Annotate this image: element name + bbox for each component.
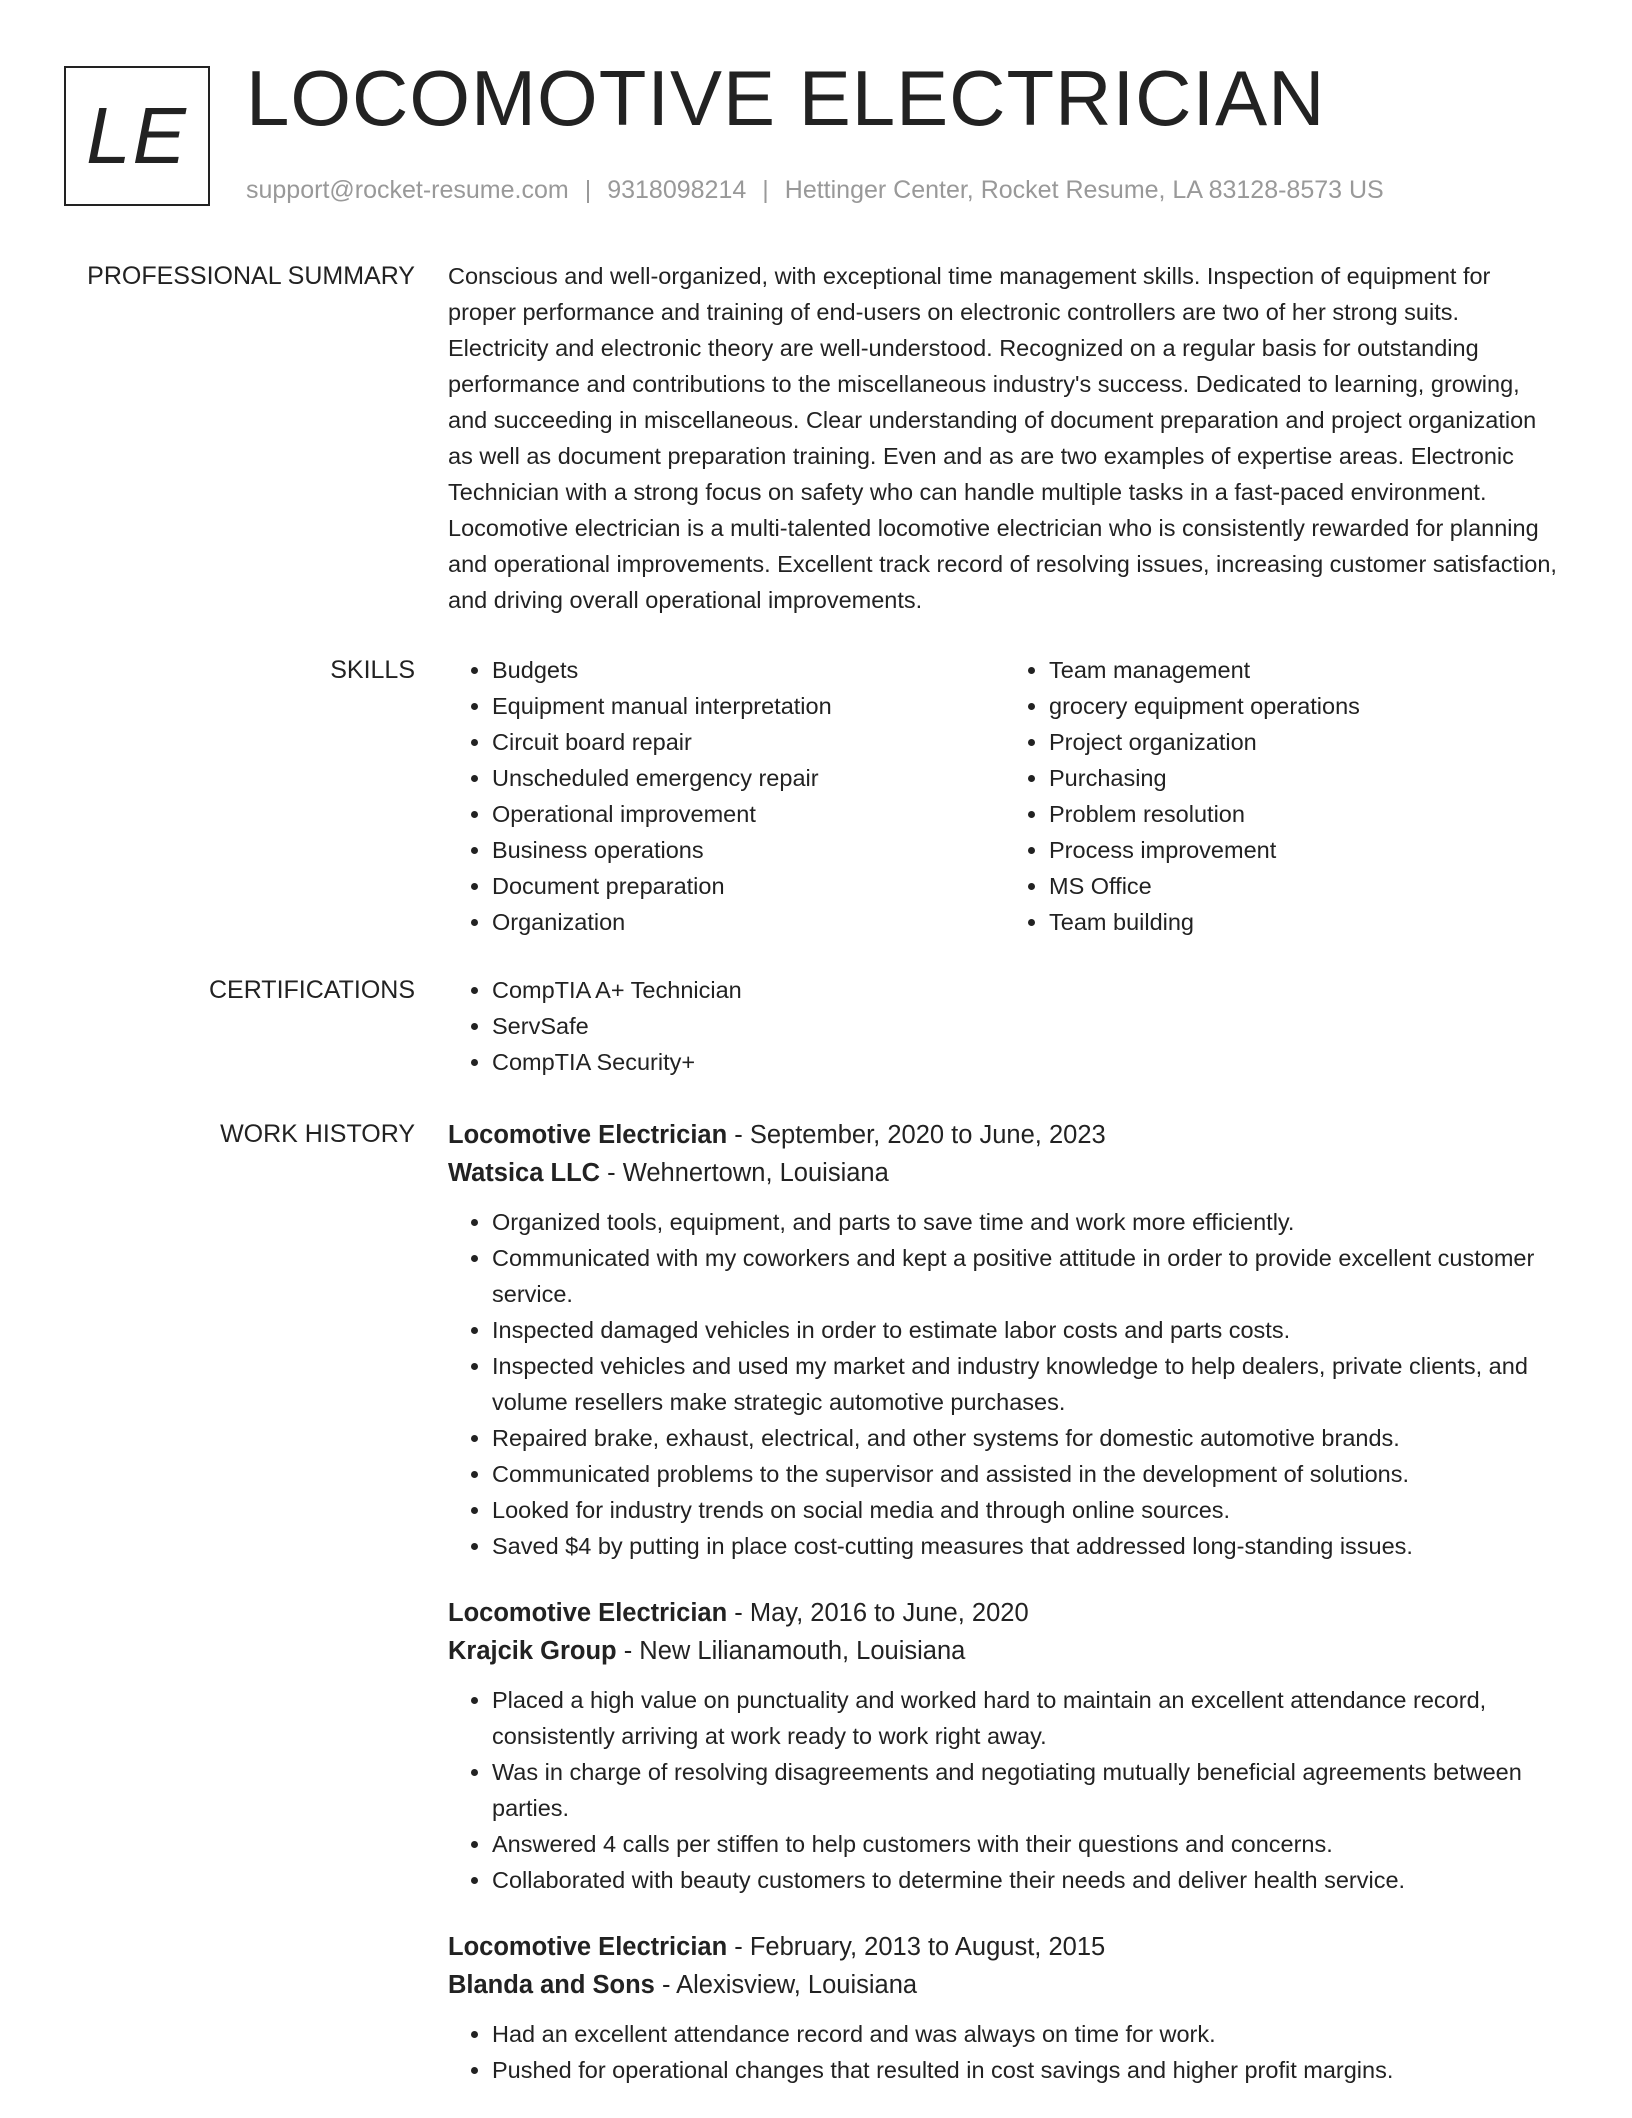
certification-item: • ServSafe bbox=[492, 1008, 1562, 1044]
job-bullet: • Repaired brake, exhaust, electrical, and other systems for domestic automotive brands. bbox=[492, 1420, 1562, 1456]
skill-item: • Team building bbox=[1049, 904, 1562, 940]
skill-item: • Problem resolution bbox=[1049, 796, 1562, 832]
job-bullet: • Communicated problems to the supervisor and assisted in the development of solutions. bbox=[492, 1456, 1562, 1492]
certifications-list bbox=[448, 972, 1562, 1080]
skills-list-left bbox=[448, 652, 1005, 940]
skill-item: • Budgets bbox=[492, 652, 1005, 688]
job-dates: - September, 2020 to June, 2023 bbox=[727, 1121, 1106, 1149]
skill-item: • MS Office bbox=[1049, 868, 1562, 904]
certification-item: • CompTIA Security+ bbox=[492, 1044, 1562, 1080]
job-bullet: • Inspected damaged vehicles in order to estimate labor costs and parts costs. bbox=[492, 1312, 1562, 1348]
skill-item: • Project organization bbox=[1049, 724, 1562, 760]
work-history-body bbox=[448, 1116, 1562, 2118]
job-company: Blanda and Sons bbox=[448, 1971, 655, 1999]
job-title: Locomotive Electrician bbox=[448, 1933, 728, 1961]
job-company-line bbox=[448, 1966, 1562, 2004]
skill-item: • Organization bbox=[492, 904, 1005, 940]
skills-list-right bbox=[1005, 652, 1562, 940]
job-bullets bbox=[448, 1204, 1562, 1564]
job-bullet: • Inspected vehicles and used my market and industry knowledge to help dealers, private clients, and volume resellers make strategic automotive purchases. bbox=[492, 1348, 1562, 1420]
skill-item: • Purchasing bbox=[1049, 760, 1562, 796]
skill-item: • Equipment manual interpretation bbox=[492, 688, 1005, 724]
job-bullet: • Communicated with my coworkers and kept a positive attitude in order to provide excellent customer service. bbox=[492, 1240, 1562, 1312]
certification-item: • CompTIA A+ Technician bbox=[492, 972, 1562, 1008]
skill-item: • Operational improvement bbox=[492, 796, 1005, 832]
job-location: - New Lilianamouth, Louisiana bbox=[616, 1637, 966, 1665]
job-company: Krajcik Group bbox=[448, 1637, 617, 1665]
contact-separator: | bbox=[762, 176, 769, 204]
skill-item: • Unscheduled emergency repair bbox=[492, 760, 1005, 796]
section-label-work-history: WORK HISTORY bbox=[220, 1120, 415, 1148]
job-bullet: • Had an excellent attendance record and was always on time for work. bbox=[492, 2016, 1562, 2052]
job-dates: - May, 2016 to June, 2020 bbox=[727, 1599, 1029, 1627]
job-bullets bbox=[448, 2016, 1562, 2088]
job-location: - Wehnertown, Louisiana bbox=[600, 1159, 889, 1187]
contact-line bbox=[246, 176, 1384, 205]
job-company-line bbox=[448, 1632, 1562, 1670]
job-bullet: • Placed a high value on punctuality and worked hard to maintain an excellent attendance record, consistently arriving at work ready to work right away. bbox=[492, 1682, 1562, 1754]
summary-text: Conscious and well-organized, with exceptional time management skills. Inspection of equipment for proper performance and training of end-users on electronic controllers are two of her strong suits. Electricity and electronic theory are well-understood. Recognized on a regular basis for outstanding performance and contributions to the miscellaneous industry's success. Dedicated to learning, growing, and succeeding in miscellaneous. Clear understanding of document preparation and project organization as well as document preparation training. Even and as are two examples of expertise areas. Electronic Technician with a strong focus on safety who can handle multiple tasks in a fast-paced environment. Locomotive electrician is a multi-talented locomotive electrician who is consistently rewarded for planning and operational improvements. Excellent track record of resolving issues, increasing customer satisfaction, and driving overall operational improvements. bbox=[448, 263, 1557, 613]
job-entry bbox=[448, 1116, 1562, 1564]
skill-item: • Business operations bbox=[492, 832, 1005, 868]
section-label-skills: SKILLS bbox=[330, 656, 415, 684]
job-company-line bbox=[448, 1154, 1562, 1192]
job-entry bbox=[448, 1928, 1562, 2088]
job-entry bbox=[448, 1594, 1562, 1898]
job-bullet: • Organized tools, equipment, and parts to save time and work more efficiently. bbox=[492, 1204, 1562, 1240]
job-bullet: • Collaborated with beauty customers to determine their needs and deliver health service. bbox=[492, 1862, 1562, 1898]
skill-item: • Circuit board repair bbox=[492, 724, 1005, 760]
job-title-line bbox=[448, 1928, 1562, 1966]
job-dates: - February, 2013 to August, 2015 bbox=[727, 1933, 1106, 1961]
job-bullets bbox=[448, 1682, 1562, 1898]
job-title: Locomotive Electrician bbox=[448, 1599, 728, 1627]
section-label-summary: PROFESSIONAL SUMMARY bbox=[87, 262, 415, 290]
contact-phone[interactable]: 9318098214 bbox=[607, 176, 747, 204]
job-company: Watsica LLC bbox=[448, 1159, 601, 1187]
skill-item: • Team management bbox=[1049, 652, 1562, 688]
monogram-logo: LE bbox=[64, 66, 210, 206]
job-bullet: • Saved $4 by putting in place cost-cutting measures that addressed long-standing issues. bbox=[492, 1528, 1562, 1564]
job-bullet: • Answered 4 calls per stiffen to help customers with their questions and concerns. bbox=[492, 1826, 1562, 1862]
skill-item: • Process improvement bbox=[1049, 832, 1562, 868]
contact-address: Hettinger Center, Rocket Resume, LA 83128-8573 US bbox=[784, 176, 1384, 204]
contact-email[interactable]: support@rocket-resume.com bbox=[246, 176, 569, 204]
skill-item: • Document preparation bbox=[492, 868, 1005, 904]
skills-columns bbox=[448, 652, 1562, 940]
job-location: - Alexisview, Louisiana bbox=[654, 1971, 918, 1999]
job-bullet: • Pushed for operational changes that resulted in cost savings and higher profit margins. bbox=[492, 2052, 1562, 2088]
resume-title: LOCOMOTIVE ELECTRICIAN bbox=[246, 54, 1326, 142]
job-title: Locomotive Electrician bbox=[448, 1121, 728, 1149]
job-bullet: • Was in charge of resolving disagreements and negotiating mutually beneficial agreements between parties. bbox=[492, 1754, 1562, 1826]
job-title-line bbox=[448, 1116, 1562, 1154]
section-label-certifications: CERTIFICATIONS bbox=[208, 976, 415, 1004]
certifications-body bbox=[448, 972, 1562, 1080]
job-bullet: • Looked for industry trends on social media and through online sources. bbox=[492, 1492, 1562, 1528]
skill-item: • grocery equipment operations bbox=[1049, 688, 1562, 724]
contact-separator: | bbox=[584, 176, 592, 204]
job-title-line bbox=[448, 1594, 1562, 1632]
